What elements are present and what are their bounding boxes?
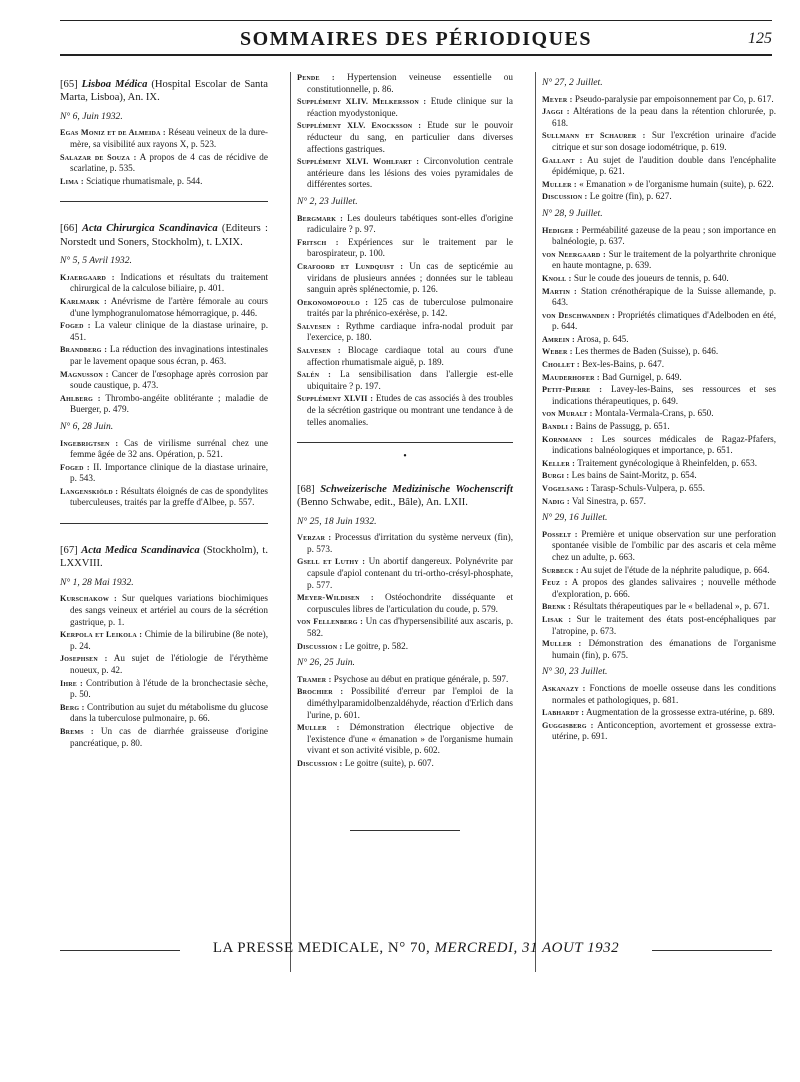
article-title: La réduction des invaginations intestinales par le lavement opaque sous écran, p. 463. — [70, 344, 268, 366]
article-author: Burgi : — [542, 471, 570, 481]
article-title: Etude sur le pouvoir réducteur du sang, en particulier dans diverses affections gastriques. — [307, 120, 513, 154]
article-title: Sciatique rhumatismale, p. 544. — [86, 175, 203, 186]
article-entry — [542, 179, 776, 191]
journal-details: (Editeurs : Norstedt und Soners, Stockholm), t. LXIX. — [60, 223, 268, 248]
article-entry — [60, 462, 268, 485]
issue-label: N° 6, Juin 1932. — [60, 110, 123, 122]
article-author: Salvesen : — [297, 346, 341, 356]
article-author: Amrein : — [542, 334, 575, 344]
article-author: Petit-Pierre : — [542, 385, 603, 395]
article-entry — [542, 720, 776, 743]
article-entry — [60, 438, 268, 461]
article-author: Verzar : — [297, 533, 332, 543]
journal-name: Acta Chirurgica Scandinavica — [81, 223, 218, 235]
section-separator — [297, 442, 513, 443]
article-author: Hediger : — [542, 225, 579, 235]
article-author: Bergmark : — [297, 213, 344, 223]
article-entry — [542, 94, 776, 106]
article-title: Résultats éloignés de cas de spondylites tuberculeuses, traités par la greffe d'Albee, p. 557. — [70, 485, 269, 508]
article-title: Cancer de l'œsophage après corrosion par soude caustique, p. 473. — [70, 368, 269, 391]
article-title: Station crénothérapique de la Suisse allemande, p. 643. — [552, 285, 776, 308]
article-title: Contribution au sujet du métabolisme du glucose dans la tuberculose pulmonaire, p. 66. — [70, 701, 268, 724]
article-entry — [542, 614, 776, 637]
article-author: Discussion : — [297, 641, 343, 651]
article-title: Ostéochondrite disséquante et corpuscules libres de l'articulation du coude, p. 579. — [307, 592, 514, 614]
article-author: Discussion : — [297, 758, 343, 768]
journal-number: [68] — [297, 483, 321, 495]
article-author: Nadig : — [542, 496, 570, 506]
article-entry — [542, 434, 776, 457]
article-title: Le goitre, p. 582. — [344, 640, 409, 651]
article-entry — [297, 261, 513, 296]
article-author: Feuz : — [542, 578, 568, 588]
article-title: Au sujet de l'étiologie de l'érythème noueux, p. 42. — [70, 653, 269, 676]
footer-prefix: LA PRESSE MEDICALE, N° 70, — [212, 940, 431, 956]
article-title: Contribution à l'étude de la bronchectasie sèche, p. 50. — [70, 677, 268, 700]
article-author: Salvesen : — [297, 321, 340, 331]
article-entry — [60, 653, 268, 676]
article-author: Brandberg : — [60, 345, 108, 355]
article-entry — [297, 96, 513, 119]
article-author: Lisak : — [542, 614, 572, 624]
article-author: Chollet : — [542, 360, 580, 370]
article-title: Les bains de Saint-Moritz, p. 654. — [571, 470, 697, 481]
article-entry — [297, 722, 513, 757]
article-author: Surbeck : — [542, 565, 579, 575]
article-title: Bad Gurnigel, p. 649. — [602, 371, 682, 382]
article-title: Expériences sur le traitement par le barospirateur, p. 100. — [307, 236, 513, 259]
section-separator — [60, 201, 268, 202]
article-author: Karlmark : — [60, 296, 107, 306]
article-entry — [60, 702, 268, 725]
article-title: A propos des glandes salivaires ; nouvelle méthode d'exploration, p. 666. — [552, 577, 776, 599]
article-title: Réseau veineux de la dure-mère, sa visibilité aux rayons X, p. 523. — [70, 127, 268, 149]
article-author: Kurschakow : — [60, 594, 117, 604]
article-entry — [542, 529, 776, 564]
article-title: Pseudo-paralysie par empoisonnement par Co, p. 617. — [574, 93, 774, 104]
article-author: Muller : — [542, 639, 582, 649]
article-author: von Muralt : — [542, 409, 593, 419]
header-top-rule — [60, 20, 772, 21]
article-title: Altérations de la peau dans la rétention chlorurée, p. 618. — [552, 106, 776, 128]
article-author: Supplément XLV. Enocksson : — [297, 121, 422, 131]
article-title: Etudes de cas associés à des troubles de la sécrétion gastrique ou montrant une tendance à de telles anomalies. — [307, 393, 513, 427]
article-entry — [542, 155, 776, 178]
journal-name: Schweizerische Medizinische Wochenscrift — [320, 483, 513, 495]
article-author: Kjaergaard : — [60, 272, 115, 282]
article-entry — [297, 592, 513, 615]
article-title: Les douleurs tabétiques sont-elles d'origine radiculaire ? p. 97. — [307, 212, 514, 235]
article-entry — [542, 408, 776, 420]
issue-label: N° 30, 23 Juillet. — [542, 666, 608, 678]
column-1 — [60, 72, 268, 750]
article-entry — [297, 532, 513, 555]
article-author: Muller : — [297, 723, 340, 733]
article-title: A propos de 4 cas de récidive de scarlatine, p. 535. — [70, 151, 268, 174]
article-title: Chimie de la bilirubine (8e note), p. 24. — [70, 629, 268, 651]
article-title: Bains de Passugg, p. 651. — [575, 421, 670, 432]
article-entry — [542, 310, 776, 333]
article-author: Foged : — [60, 462, 90, 472]
article-author: Gsell et Luthy : — [297, 557, 366, 567]
article-author: Askanazy : — [542, 683, 586, 693]
article-author: Discussion : — [542, 192, 588, 202]
issue-label: N° 1, 28 Mai 1932. — [60, 576, 134, 588]
article-entry — [60, 152, 268, 175]
issue-label: N° 2, 23 Juillet. — [297, 195, 358, 207]
article-author: Salazar de Souza : — [60, 152, 137, 162]
article-title: Sur le traitement de la polyarthrite chronique en haute montagne, p. 639. — [552, 248, 776, 271]
article-author: Posselt : — [542, 529, 578, 539]
issue-label: N° 5, 5 Avril 1932. — [60, 255, 132, 267]
article-entry — [60, 393, 268, 416]
article-entry — [297, 321, 513, 344]
journal-number: [65] — [60, 79, 82, 90]
footer-left-rule — [60, 950, 180, 951]
article-entry — [60, 369, 268, 392]
article-title: Anévrisme de l'artère fémorale au cours d'une lymphogranulomatose hémorragique, p. 446. — [70, 295, 268, 318]
article-author: Berg : — [60, 702, 85, 712]
article-entry — [542, 707, 776, 719]
article-title: Fonctions de moelle osseuse dans les conditions normales et pathologiques, p. 681. — [552, 682, 777, 705]
article-entry — [297, 237, 513, 260]
article-title: Résultats thérapeutiques par le « belladenal », p. 671. — [573, 601, 770, 612]
article-author: Sullmann et Schaurer : — [542, 131, 646, 141]
article-entry — [542, 249, 776, 272]
bullet-ornament: • — [403, 451, 407, 463]
article-title: Sur l'excrétion urinaire d'acide citrique et sur son dosage iodométrique, p. 619. — [552, 130, 776, 152]
article-entry — [297, 686, 513, 721]
article-entry — [297, 674, 513, 686]
article-author: Oekonomopoulo : — [297, 297, 369, 307]
issue-label: N° 25, 18 Juin 1932. — [297, 515, 377, 527]
article-author: Ahlberg : — [60, 393, 101, 403]
article-author: Lima : — [60, 176, 84, 186]
article-entry — [297, 758, 513, 770]
article-author: Muller : — [542, 179, 577, 189]
article-entry — [297, 556, 513, 591]
column-2 — [290, 72, 513, 972]
journal-heading — [297, 483, 513, 510]
section-separator — [60, 523, 268, 524]
article-author: Egas Moniz et de Almeida : — [60, 128, 166, 138]
article-author: Pende : — [297, 73, 335, 82]
article-entry — [297, 297, 513, 320]
article-title: Un cas d'hypersensibilité aux ascaris, p. 582. — [307, 616, 513, 638]
article-entry — [542, 638, 776, 661]
article-title: Val Sinestra, p. 657. — [571, 495, 646, 506]
article-title: Arosa, p. 645. — [576, 333, 629, 344]
article-entry — [542, 106, 776, 129]
article-entry — [542, 458, 776, 470]
article-author: Meyer-Wildisen : — [297, 593, 374, 603]
article-author: von Neergaard : — [542, 249, 606, 259]
article-author: Magnusson : — [60, 369, 109, 379]
article-title: Blocage cardiaque total au cours d'une affection rhumatismale aiguë, p. 189. — [307, 345, 513, 367]
issue-label: N° 28, 9 Juillet. — [542, 207, 603, 219]
article-entry — [542, 286, 776, 309]
article-author: Supplément XLVII : — [297, 394, 374, 404]
article-entry — [60, 320, 268, 343]
article-title: Perméabilité gazeuse de la peau ; son importance en balnéologie, p. 637. — [552, 224, 776, 247]
article-title: Cas de virilisme surrénal chez une femme âgée de 32 ans. Opération, p. 521. — [70, 437, 268, 460]
article-author: Langenskiöld : — [60, 486, 119, 496]
column-end-rule — [350, 830, 460, 831]
page-number: 125 — [748, 30, 772, 47]
page-title: SOMMAIRES DES PÉRIODIQUES — [239, 28, 592, 50]
article-author: Crafoord et Lundquist : — [297, 261, 404, 271]
article-title: Démonstration des émanations de l'organisme humain (fin), p. 675. — [552, 638, 777, 660]
article-entry — [60, 726, 268, 749]
article-entry — [297, 213, 513, 236]
article-title: Le goitre (fin), p. 627. — [589, 191, 672, 202]
article-entry — [297, 369, 513, 392]
article-title: Traitement gynécologique à Rheinfelden, p. 653. — [577, 457, 758, 468]
article-entry — [542, 372, 776, 384]
article-title: Au sujet de l'audition double dans l'encéphalite épidémique, p. 621. — [552, 154, 776, 177]
article-entry — [542, 565, 776, 577]
article-title: Au sujet de l'étude de la néphrite paludique, p. 664. — [580, 564, 770, 575]
article-entry — [542, 346, 776, 358]
article-author: von Deschwanden : — [542, 310, 616, 320]
article-author: Ingebrigtsen : — [60, 438, 119, 448]
article-entry — [60, 486, 268, 509]
article-title: Anticonception, avortement et grossesse extra-utérine, p. 691. — [552, 719, 776, 742]
article-title: Lavey-les-Bains, ses ressources et ses indications thérapeutiques, p. 649. — [552, 384, 776, 406]
journal-name: Acta Medica Scandinavica — [81, 545, 200, 557]
article-entry — [542, 496, 776, 508]
article-author: von Fellenberg : — [297, 617, 364, 627]
header-bottom-rule — [60, 54, 772, 56]
article-entry — [60, 272, 268, 295]
article-entry — [60, 127, 268, 150]
journal-number: [66] — [60, 223, 82, 235]
footer-date: MERCREDI, 31 AOUT 1932 — [434, 940, 620, 956]
article-author: Knoll : — [542, 273, 572, 283]
article-title: La valeur clinique de la diastase urinaire, p. 451. — [70, 320, 269, 342]
issue-label: N° 26, 25 Juin. — [297, 657, 355, 669]
article-title: Première et unique observation sur une perforation spontanée visible de l'ombilic par des ascaris et cela même chez un adulte, p. 663. — [552, 528, 777, 562]
article-entry — [60, 176, 268, 188]
article-entry — [542, 577, 776, 600]
article-author: Gallant : — [542, 155, 583, 165]
footer-right-rule — [652, 950, 772, 951]
article-title: Les sources médicales de Ragaz-Pfafers, indications balnéologiques et importance, p. 651. — [552, 433, 777, 456]
article-title: Sur quelques variations biochimiques des sangs veineux et artériel au cours de la sécrétion gastrique, p. 1. — [70, 593, 268, 627]
issue-label: N° 6, 28 Juin. — [60, 420, 114, 432]
article-author: Kerpola et Leikola : — [60, 630, 143, 640]
article-entry — [297, 72, 513, 95]
article-author: Salén : — [297, 370, 332, 380]
journal-name: Lisboa Médica — [81, 79, 148, 90]
article-author: Brems : — [60, 727, 94, 736]
article-entry — [60, 296, 268, 319]
article-author: Fritsch : — [297, 237, 339, 247]
article-author: Brenk : — [542, 602, 571, 612]
article-entry — [297, 345, 513, 368]
article-title: Thrombo-angéite oblitérante ; maladie de Buerger, p. 479. — [70, 392, 268, 415]
article-entry — [542, 683, 776, 706]
article-title: 125 cas de tuberculose pulmonaire traités par la phrénico-exérèse, p. 142. — [307, 296, 513, 319]
article-entry — [542, 470, 776, 482]
article-entry — [297, 641, 513, 653]
journal-details: (Hospital Escolar de Santa Marta, Lisboa), An. IX. — [60, 79, 268, 104]
journal-number: [67] — [60, 545, 82, 557]
article-title: Sur le coude des joueurs de tennis, p. 640. — [573, 272, 729, 283]
journal-details: (Benno Schwabe, edit., Bâle), An. LXII. — [297, 497, 468, 509]
article-title: Indications et résultats du traitement chirurgical de la calculose biliaire, p. 401. — [70, 271, 268, 294]
journal-details: (Stockholm), t. LXXVIII. — [60, 545, 268, 570]
article-title: Bex-les-Bains, p. 647. — [582, 359, 665, 370]
article-entry — [542, 483, 776, 495]
article-entry — [542, 273, 776, 285]
article-author: Jaggi : — [542, 107, 570, 117]
article-entry — [297, 120, 513, 155]
article-title: Un cas de diarrhée graisseuse d'origine pancréatique, p. 80. — [70, 726, 268, 748]
article-entry — [297, 156, 513, 191]
article-author: Foged : — [60, 321, 91, 331]
page-footer — [60, 938, 772, 962]
article-author: Labhardt : — [542, 708, 585, 718]
article-author: Bandli : — [542, 422, 574, 432]
article-author: Josephsen : — [60, 654, 108, 664]
journal-heading — [60, 222, 268, 249]
article-entry — [542, 384, 776, 407]
article-entry — [60, 344, 268, 367]
article-entry — [542, 191, 776, 203]
page-header — [60, 20, 772, 56]
article-title: Le goitre (suite), p. 607. — [344, 757, 434, 768]
article-author: Supplément XLVI. Wohlfart : — [297, 157, 420, 167]
article-author: Ihre : — [60, 678, 83, 688]
article-title: Circonvolution centrale antérieure dans les lésions des voies pyramidales de différentes sortes. — [307, 156, 514, 190]
issue-label: N° 27, 2 Juillet. — [542, 77, 603, 88]
article-author: Meyer : — [542, 94, 573, 104]
article-title: Les thermes de Baden (Suisse), p. 646. — [575, 346, 719, 357]
journal-heading — [60, 544, 268, 571]
article-entry — [297, 616, 513, 639]
journal-heading — [60, 78, 268, 105]
article-entry — [542, 601, 776, 613]
article-title: Sur le traitement des états post-encéphaliques par l'atropine, p. 673. — [552, 613, 776, 636]
article-entry — [60, 593, 268, 628]
article-author: Vogelsang : — [542, 484, 589, 493]
article-title: Démonstration électrique objective de l'existence d'une « émanation » de l'organisme humain vivant et son activité visible, p. 602. — [307, 722, 513, 756]
column-3 — [535, 72, 776, 972]
footer-text — [190, 940, 642, 957]
article-title: Tarasp-Schuls-Vulpera, p. 655. — [591, 483, 705, 493]
article-title: Montala-Vermala-Crans, p. 650. — [594, 408, 714, 419]
article-title: II. Importance clinique de la diastase urinaire, p. 543. — [70, 461, 269, 484]
article-author: Keller : — [542, 458, 576, 468]
article-author: Guggisberg : — [542, 720, 594, 730]
article-title: Propriétés climatiques d'Adelboden en été, p. 644. — [552, 309, 777, 332]
article-author: Tramer : — [297, 674, 332, 684]
issue-label: N° 29, 16 Juillet. — [542, 512, 608, 524]
article-title: Augmentation de la grossesse extra-utérine, p. 689. — [586, 707, 775, 718]
article-entry — [542, 334, 776, 346]
article-author: Martin : — [542, 286, 577, 296]
article-title: La sensibilisation dans l'allergie est-elle ubiquitaire ? p. 197. — [307, 369, 513, 391]
article-author: Kornmann : — [542, 434, 594, 444]
article-entry — [542, 130, 776, 153]
article-title: Rythme cardiaque infra-nodal produit par l'exercice, p. 180. — [307, 320, 514, 343]
article-title: Processus d'irritation du système nerveux (fin), p. 573. — [307, 532, 514, 554]
article-entry — [60, 678, 268, 701]
article-title: Un cas de septicémie au viridans de plusieurs années ; données sur le tableau sanguin après splénectomie, p. 126. — [307, 260, 513, 295]
article-title: « Emanation » de l'organisme humain (suite), p. 622. — [579, 178, 774, 189]
article-title: Psychose au début en pratique générale, p. 597. — [333, 673, 509, 684]
article-entry — [60, 629, 268, 652]
article-title: Hypertension veineuse essentielle ou constitutionnelle, p. 86. — [307, 72, 513, 94]
article-author: Weber : — [542, 347, 573, 357]
article-entry — [542, 421, 776, 433]
article-title: Etude clinique sur la réaction myodystonique. — [307, 96, 514, 118]
article-entry — [542, 359, 776, 371]
article-entry — [542, 225, 776, 248]
article-author: Supplément XLIV. Melkersson : — [297, 97, 427, 107]
article-title: Un abortif dangereux. Polynévrite par capsule d'apiol contenant du tri-ortho-crésyl-phosphate, p. 577. — [307, 556, 513, 590]
article-author: Brochier : — [297, 687, 344, 697]
article-author: Mauderhofer : — [542, 372, 600, 382]
article-title: Possibilité d'erreur par l'emploi de la diméthylparamidolbenzaldéhyde, réaction d'Erlich dans l'urine, p. 601. — [307, 686, 514, 720]
article-entry — [297, 393, 513, 428]
